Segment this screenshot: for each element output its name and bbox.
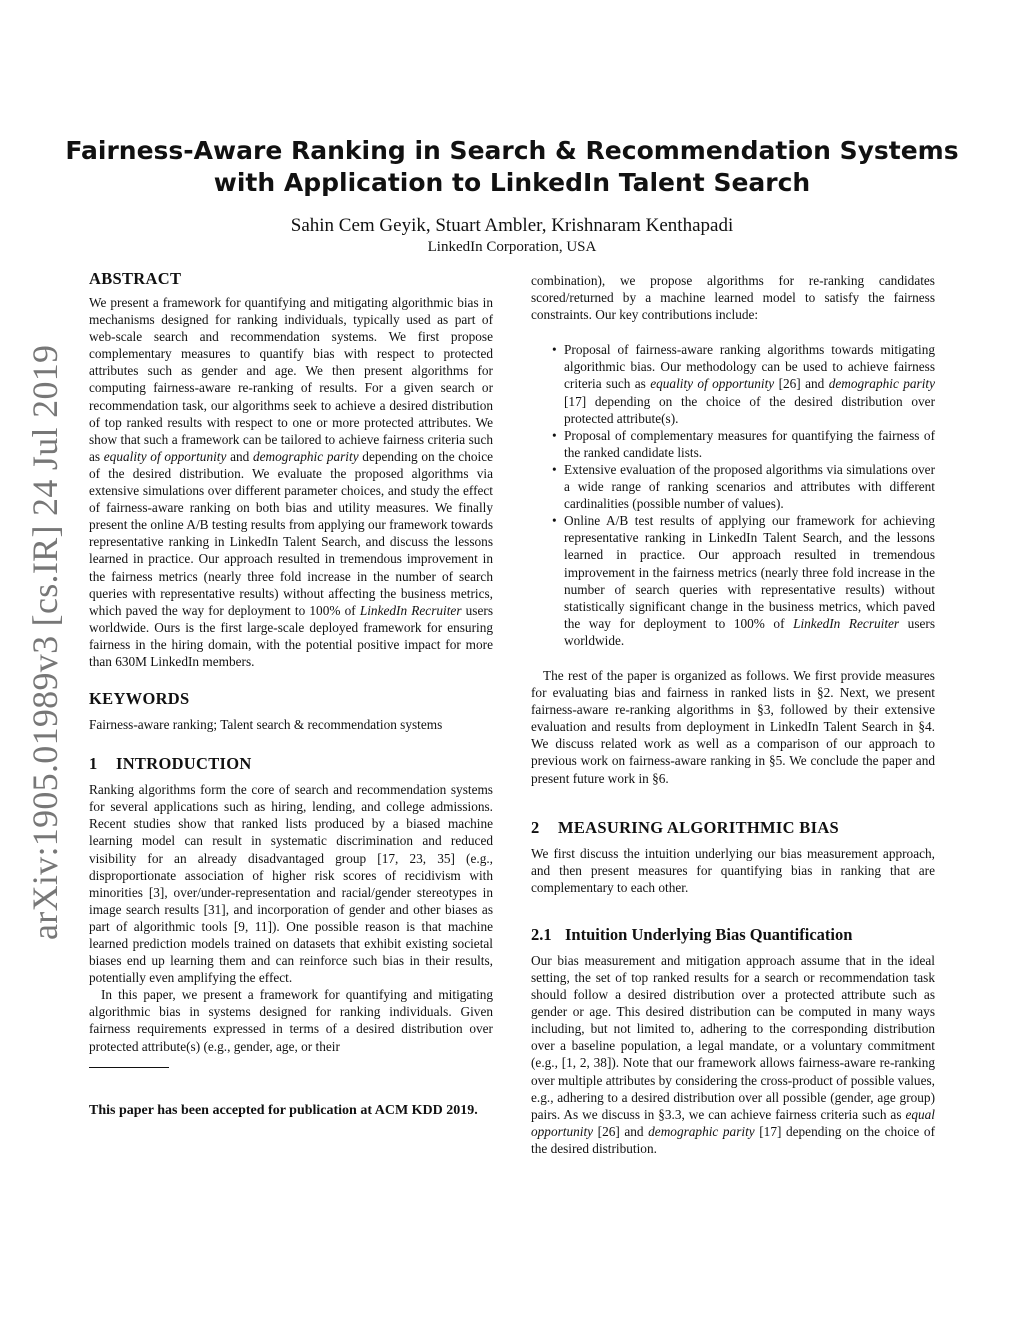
paper-title [60, 135, 964, 199]
intro-heading: 1 INTRODUCTION [89, 754, 252, 774]
list-item: • Extensive evaluation of the proposed algorithms via simulations over a wide range of ranking scenarios and attributes with different cardinalities (possible number of values). [552, 461, 935, 512]
section-2-1-heading: 2.1 Intuition Underlying Bias Quantification [531, 924, 853, 944]
list-item: • Proposal of complementary measures for quantifying the fairness of the ranked candidate lists. [552, 427, 935, 460]
abstract-text: We present a framework for quantifying and mitigating algorithmic bias in mechanisms designed for ranking individuals, typically used as part of web-scale search and recommendation systems. We first propose complementary measures to quantify bias with respect to protected attributes such as gender and age. We then present algorithms for computing fairness-aware re-ranking of results. For a given search or recommendation task, our algorithms seek to achieve a desired distribution of top ranked results with respect to one or more protected attributes. We show that such a framework can be tailored to achieve fairness criteria such as equality of opportunity and demographic parity depending on the choice of the desired distribution. We evaluate the proposed algorithms via extensive simulations over different parameter choices, and study the effect of fairness-aware ranking on both bias and utility measures. We finally present the online A/B testing results from applying our framework towards representative ranking in LinkedIn Talent Search, and discuss the lessons learned in practice. Our approach resulted in tremendous improvement in the fairness metrics (nearly three fold increase in the number of search queries with representative results) without affecting the business metrics, which paved the way for deployment to 100% of LinkedIn Recruiter users worldwide. Ours is the first large-scale deployed framework for ensuring fairness in the hiring domain, with the potential positive impact for more than 630M LinkedIn members. [89, 295, 493, 669]
publication-footnote: This paper has been accepted for publication at ACM KDD 2019. [89, 1102, 478, 1118]
list-item: • Online A/B test results of applying our framework for achieving representative ranking in LinkedIn Talent Search, and the lessons learned in practice. Our approach resulted in tremendous improvement in the fairness metrics (nearly three fold increase in the number of search queries with representative results) without statistically significant change in the business metrics, which paved the way for deployment to 100% of LinkedIn Recruiter users worldwide. [552, 513, 935, 648]
intro-paragraph-1: Ranking algorithms form the core of search and recommendation systems for several applications such as hiring, lending, and college admissions. Recent studies show that ranked lists produced by a biased machine learning model can result in systematic discrimination and reduced visibility for an already disadvantaged group [17, 23, 35] (e.g., disproportionate association of higher risk scores of recidivism with minorities [3], over/under-representation and racial/gender stereotypes in image search results [31], and incorporation of gender and other biases as part of algorithmic tools [9, 11]). One possible reason is that machine learned prediction models trained on datasets that exhibit existing societal biases end up learning them and can reinforce such bias in their results, potentially even amplifying the effect. [89, 782, 493, 986]
keywords-heading: KEYWORDS [89, 689, 190, 709]
footnote-rule [89, 1067, 169, 1068]
section-2-heading: 2 MEASURING ALGORITHMIC BIAS [531, 817, 840, 837]
keywords-text: Fairness-aware ranking; Talent search & recommendation systems [89, 717, 443, 733]
section-2-1-text: Our bias measurement and mitigation approach assume that in the ideal setting, the set of top ranked results for a search or recommendation task should follow a desired distribution over a protected attribute such as gender or age. This desired distribution can be computed in many ways including, but not limited to, adhering to the corresponding distribution over a baseline population, a legal mandate, or a voluntary commitment (e.g., [1, 2, 38]). Note that our framework allows fairness-aware re-ranking over multiple attributes by considering the cross-product of possible values, e.g., adhering to a desired distribution over all possible (gender, age group) pairs. As we discuss in §3.3, we can achieve fairness criteria such as equal opportunity [26] and demographic parity [17] depending on the choice of the desired distribution. [531, 952, 935, 1156]
right-column [531, 268, 935, 1157]
authors: Sahin Cem Geyik, Stuart Ambler, Krishnaram Kenthapadi [290, 215, 734, 236]
bullet-icon: • [552, 461, 557, 477]
abstract-heading: ABSTRACT [89, 269, 182, 288]
left-column [89, 268, 493, 1120]
title-line-1: Fairness-Aware Ranking in Search & Recommendation Systems [65, 136, 959, 165]
affiliation: LinkedIn Corporation, USA [427, 239, 597, 255]
bullet-icon: • [552, 427, 557, 443]
intro-paragraph-2-continued: combination), we propose algorithms for re-ranking candidates scored/returned by a machine learned model to satisfy the fairness constraints. Our key contributions include: [531, 273, 935, 323]
list-item: • Proposal of fairness-aware ranking algorithms towards mitigating algorithmic bias. Our methodology can be used to achieve fairness criteria such as equality of opportunity [26] and demographic parity [17] depending on the choice of the desired distribution over protected attribute(s). [552, 342, 935, 426]
title-line-2: with Application to LinkedIn Talent Search [213, 168, 811, 197]
intro-paragraph-2: In this paper, we present a framework for quantifying and mitigating algorithmic bias in systems designed for ranking individuals. Given fairness requirements expressed in terms of a desired distribution over protected attribute(s) (e.g., gender, age, or their [89, 987, 493, 1054]
arxiv-side-stamp: arXiv:1905.01989v3 [cs.IR] 24 Jul 2019 [25, 344, 65, 940]
section-2-text: We first discuss the intuition underlying our bias measurement approach, and then present measures for quantifying bias in ranking that are complementary to each other. [531, 845, 935, 895]
bullet-icon: • [552, 513, 557, 529]
organization-paragraph: The rest of the paper is organized as follows. We first provide measures for evaluating bias and fairness in ranked lists in §2. Next, we present fairness-aware re-ranking algorithms in §3, followed by their extensive evaluation and results from deployment in LinkedIn Talent Search in §4. We discuss related work as well as a comparison of our approach to previous work on fairness-aware ranking in §5. We conclude the paper and present future work in §6. [531, 667, 935, 786]
contributions-list [531, 341, 935, 649]
bullet-icon: • [552, 342, 557, 358]
